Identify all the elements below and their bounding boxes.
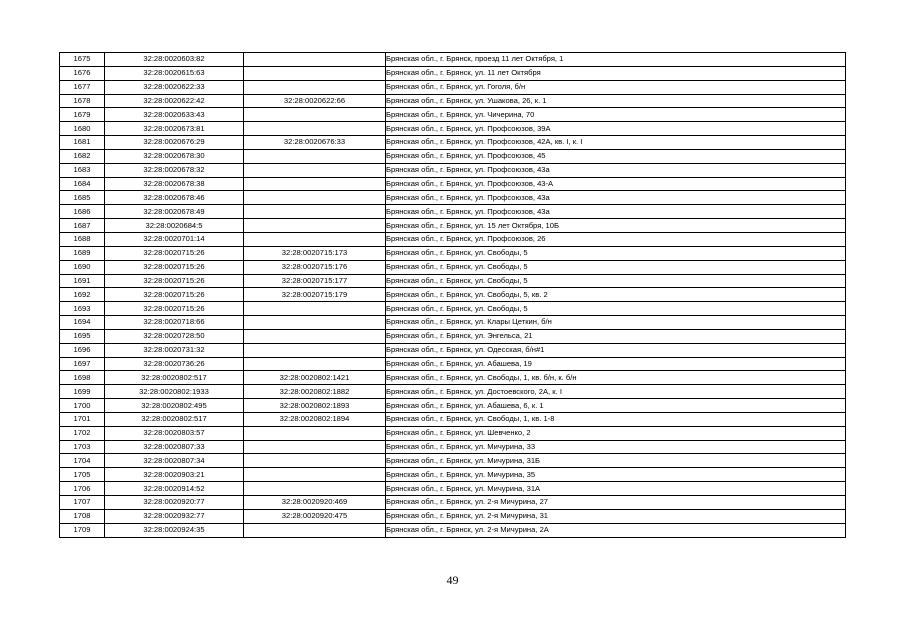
cadastral-number-cell: 32:28:0020633:43	[105, 108, 244, 122]
address-cell: Брянская обл., г. Брянск, проезд 11 лет Октября, 1	[386, 53, 846, 67]
address-cell: Брянская обл., г. Брянск, ул. Абашева, 6, к. 1	[386, 399, 846, 413]
table-row	[60, 426, 846, 440]
row-number-cell: 1683	[60, 163, 105, 177]
table-row	[60, 274, 846, 288]
cadastral-number-cell: 32:28:0020718:66	[105, 316, 244, 330]
table-row	[60, 509, 846, 523]
address-cell: Брянская обл., г. Брянск, ул. Ушакова, 26, к. 1	[386, 94, 846, 108]
table-row	[60, 149, 846, 163]
table-row	[60, 399, 846, 413]
row-number-cell: 1684	[60, 177, 105, 191]
address-cell: Брянская обл., г. Брянск, ул. Профсоюзов, 45	[386, 149, 846, 163]
row-number-cell: 1681	[60, 136, 105, 150]
cadastral-number-cell: 32:28:0020736:26	[105, 357, 244, 371]
related-cadastral-number-cell: 32:28:0020715:177	[244, 274, 386, 288]
address-cell: Брянская обл., г. Брянск, ул. Свободы, 5	[386, 274, 846, 288]
related-cadastral-number-cell	[244, 454, 386, 468]
row-number-cell: 1687	[60, 219, 105, 233]
cadastral-number-cell: 32:28:0020684:5	[105, 219, 244, 233]
row-number-cell: 1704	[60, 454, 105, 468]
table-row	[60, 468, 846, 482]
address-cell: Брянская обл., г. Брянск, ул. Свободы, 1, кв. б/н, к. б/н	[386, 371, 846, 385]
related-cadastral-number-cell	[244, 66, 386, 80]
table-row	[60, 163, 846, 177]
table-row	[60, 329, 846, 343]
row-number-cell: 1707	[60, 496, 105, 510]
cadastral-table	[59, 52, 846, 538]
address-cell: Брянская обл., г. Брянск, ул. Профсоюзов, 43а	[386, 205, 846, 219]
row-number-cell: 1698	[60, 371, 105, 385]
table-row	[60, 246, 846, 260]
cadastral-number-cell: 32:28:0020932:77	[105, 509, 244, 523]
table-row	[60, 219, 846, 233]
cadastral-number-cell: 32:28:0020715:26	[105, 288, 244, 302]
related-cadastral-number-cell	[244, 523, 386, 537]
row-number-cell: 1689	[60, 246, 105, 260]
row-number-cell: 1703	[60, 440, 105, 454]
cadastral-number-cell: 32:28:0020920:77	[105, 496, 244, 510]
address-cell: Брянская обл., г. Брянск, ул. Профсоюзов, 39А	[386, 122, 846, 136]
address-cell: Брянская обл., г. Брянск, ул. Свободы, 5, кв. 2	[386, 288, 846, 302]
row-number-cell: 1688	[60, 232, 105, 246]
row-number-cell: 1682	[60, 149, 105, 163]
address-cell: Брянская обл., г. Брянск, ул. 2-я Мичурина, 27	[386, 496, 846, 510]
row-number-cell: 1701	[60, 412, 105, 426]
address-cell: Брянская обл., г. Брянск, ул. Профсоюзов, 43-А	[386, 177, 846, 191]
table-row	[60, 136, 846, 150]
cadastral-number-cell: 32:28:0020622:33	[105, 80, 244, 94]
row-number-cell: 1699	[60, 385, 105, 399]
related-cadastral-number-cell	[244, 191, 386, 205]
related-cadastral-number-cell: 32:28:0020622:66	[244, 94, 386, 108]
cadastral-number-cell: 32:28:0020802:1933	[105, 385, 244, 399]
row-number-cell: 1679	[60, 108, 105, 122]
address-cell: Брянская обл., г. Брянск, ул. Одесская, б/н#1	[386, 343, 846, 357]
address-cell: Брянская обл., г. Брянск, ул. Энгельса, 21	[386, 329, 846, 343]
row-number-cell: 1678	[60, 94, 105, 108]
address-cell: Брянская обл., г. Брянск, ул. Чичерина, 70	[386, 108, 846, 122]
cadastral-number-cell: 32:28:0020807:33	[105, 440, 244, 454]
address-cell: Брянская обл., г. Брянск, ул. Мичурина, 35	[386, 468, 846, 482]
cadastral-number-cell: 32:28:0020803:57	[105, 426, 244, 440]
row-number-cell: 1708	[60, 509, 105, 523]
cadastral-number-cell: 32:28:0020715:26	[105, 302, 244, 316]
table-row	[60, 385, 846, 399]
related-cadastral-number-cell: 32:28:0020802:1894	[244, 412, 386, 426]
cadastral-number-cell: 32:28:0020715:26	[105, 246, 244, 260]
address-cell: Брянская обл., г. Брянск, ул. Мичурина, 33	[386, 440, 846, 454]
address-cell: Брянская обл., г. Брянск, ул. Профсоюзов, 26	[386, 232, 846, 246]
row-number-cell: 1705	[60, 468, 105, 482]
table-row	[60, 371, 846, 385]
cadastral-number-cell: 32:28:0020802:517	[105, 371, 244, 385]
row-number-cell: 1700	[60, 399, 105, 413]
related-cadastral-number-cell	[244, 329, 386, 343]
address-cell: Брянская обл., г. Брянск, ул. 2-я Мичурина, 31	[386, 509, 846, 523]
cadastral-number-cell: 32:28:0020673:81	[105, 122, 244, 136]
cadastral-number-cell: 32:28:0020678:46	[105, 191, 244, 205]
cadastral-number-cell: 32:28:0020701:14	[105, 232, 244, 246]
row-number-cell: 1697	[60, 357, 105, 371]
related-cadastral-number-cell	[244, 302, 386, 316]
cadastral-number-cell: 32:28:0020914:52	[105, 482, 244, 496]
row-number-cell: 1709	[60, 523, 105, 537]
table-row	[60, 343, 846, 357]
table-row	[60, 496, 846, 510]
cadastral-number-cell: 32:28:0020731:32	[105, 343, 244, 357]
related-cadastral-number-cell: 32:28:0020920:475	[244, 509, 386, 523]
cadastral-number-cell: 32:28:0020622:42	[105, 94, 244, 108]
cadastral-table-body	[60, 53, 846, 538]
row-number-cell: 1675	[60, 53, 105, 67]
related-cadastral-number-cell: 32:28:0020920:469	[244, 496, 386, 510]
table-row	[60, 412, 846, 426]
cadastral-number-cell: 32:28:0020807:34	[105, 454, 244, 468]
table-row	[60, 177, 846, 191]
related-cadastral-number-cell	[244, 163, 386, 177]
cadastral-number-cell: 32:28:0020603:82	[105, 53, 244, 67]
related-cadastral-number-cell	[244, 468, 386, 482]
row-number-cell: 1677	[60, 80, 105, 94]
related-cadastral-number-cell	[244, 53, 386, 67]
address-cell: Брянская обл., г. Брянск, ул. 11 лет Октября	[386, 66, 846, 80]
table-row	[60, 66, 846, 80]
related-cadastral-number-cell	[244, 205, 386, 219]
related-cadastral-number-cell	[244, 108, 386, 122]
row-number-cell: 1706	[60, 482, 105, 496]
address-cell: Брянская обл., г. Брянск, ул. Свободы, 5	[386, 302, 846, 316]
row-number-cell: 1676	[60, 66, 105, 80]
page-number: 49	[446, 573, 459, 587]
address-cell: Брянская обл., г. Брянск, ул. Мичурина, 31Б	[386, 454, 846, 468]
row-number-cell: 1690	[60, 260, 105, 274]
address-cell: Брянская обл., г. Брянск, ул. 15 лет Октября, 10Б	[386, 219, 846, 233]
related-cadastral-number-cell: 32:28:0020802:1421	[244, 371, 386, 385]
cadastral-number-cell: 32:28:0020678:49	[105, 205, 244, 219]
table-row	[60, 53, 846, 67]
address-cell: Брянская обл., г. Брянск, ул. Мичурина, 31А	[386, 482, 846, 496]
address-cell: Брянская обл., г. Брянск, ул. Свободы, 1, кв. 1-8	[386, 412, 846, 426]
cadastral-number-cell: 32:28:0020678:38	[105, 177, 244, 191]
cadastral-number-cell: 32:28:0020802:517	[105, 412, 244, 426]
related-cadastral-number-cell: 32:28:0020802:1893	[244, 399, 386, 413]
cadastral-number-cell: 32:28:0020715:26	[105, 274, 244, 288]
related-cadastral-number-cell	[244, 149, 386, 163]
table-row	[60, 94, 846, 108]
related-cadastral-number-cell	[244, 357, 386, 371]
related-cadastral-number-cell	[244, 80, 386, 94]
table-row	[60, 288, 846, 302]
address-cell: Брянская обл., г. Брянск, ул. Свободы, 5	[386, 246, 846, 260]
table-row	[60, 482, 846, 496]
table-row	[60, 122, 846, 136]
row-number-cell: 1694	[60, 316, 105, 330]
table-row	[60, 454, 846, 468]
related-cadastral-number-cell	[244, 426, 386, 440]
address-cell: Брянская обл., г. Брянск, ул. Свободы, 5	[386, 260, 846, 274]
row-number-cell: 1685	[60, 191, 105, 205]
address-cell: Брянская обл., г. Брянск, ул. Абашева, 19	[386, 357, 846, 371]
address-cell: Брянская обл., г. Брянск, ул. 2-я Мичурина, 2А	[386, 523, 846, 537]
cadastral-number-cell: 32:28:0020924:35	[105, 523, 244, 537]
related-cadastral-number-cell	[244, 482, 386, 496]
table-row	[60, 357, 846, 371]
table-row	[60, 302, 846, 316]
address-cell: Брянская обл., г. Брянск, ул. Профсоюзов, 43а	[386, 163, 846, 177]
address-cell: Брянская обл., г. Брянск, ул. Профсоюзов, 42А, кв. I, к. I	[386, 136, 846, 150]
row-number-cell: 1680	[60, 122, 105, 136]
related-cadastral-number-cell: 32:28:0020676:33	[244, 136, 386, 150]
row-number-cell: 1695	[60, 329, 105, 343]
row-number-cell: 1693	[60, 302, 105, 316]
cadastral-number-cell: 32:28:0020678:30	[105, 149, 244, 163]
address-cell: Брянская обл., г. Брянск, ул. Профсоюзов, 43а	[386, 191, 846, 205]
address-cell: Брянская обл., г. Брянск, ул. Шевченко, 2	[386, 426, 846, 440]
cadastral-number-cell: 32:28:0020615:63	[105, 66, 244, 80]
related-cadastral-number-cell	[244, 440, 386, 454]
table-row	[60, 232, 846, 246]
row-number-cell: 1696	[60, 343, 105, 357]
table-row	[60, 316, 846, 330]
row-number-cell: 1691	[60, 274, 105, 288]
cadastral-number-cell: 32:28:0020728:50	[105, 329, 244, 343]
related-cadastral-number-cell	[244, 219, 386, 233]
related-cadastral-number-cell: 32:28:0020715:179	[244, 288, 386, 302]
table-row	[60, 205, 846, 219]
related-cadastral-number-cell: 32:28:0020715:176	[244, 260, 386, 274]
table-row	[60, 260, 846, 274]
address-cell: Брянская обл., г. Брянск, ул. Гоголя, б/н	[386, 80, 846, 94]
table-row	[60, 440, 846, 454]
address-cell: Брянская обл., г. Брянск, ул. Достоевского, 2А, к. I	[386, 385, 846, 399]
table-row	[60, 108, 846, 122]
cadastral-number-cell: 32:28:0020903:21	[105, 468, 244, 482]
related-cadastral-number-cell	[244, 177, 386, 191]
row-number-cell: 1702	[60, 426, 105, 440]
cadastral-number-cell: 32:28:0020715:26	[105, 260, 244, 274]
cadastral-number-cell: 32:28:0020678:32	[105, 163, 244, 177]
table-row	[60, 80, 846, 94]
related-cadastral-number-cell	[244, 232, 386, 246]
row-number-cell: 1692	[60, 288, 105, 302]
table-row	[60, 523, 846, 537]
cadastral-number-cell: 32:28:0020676:29	[105, 136, 244, 150]
related-cadastral-number-cell	[244, 343, 386, 357]
related-cadastral-number-cell: 32:28:0020802:1882	[244, 385, 386, 399]
related-cadastral-number-cell	[244, 316, 386, 330]
cadastral-number-cell: 32:28:0020802:495	[105, 399, 244, 413]
address-cell: Брянская обл., г. Брянск, ул. Клары Цеткин, б/н	[386, 316, 846, 330]
row-number-cell: 1686	[60, 205, 105, 219]
related-cadastral-number-cell: 32:28:0020715:173	[244, 246, 386, 260]
table-row	[60, 191, 846, 205]
related-cadastral-number-cell	[244, 122, 386, 136]
